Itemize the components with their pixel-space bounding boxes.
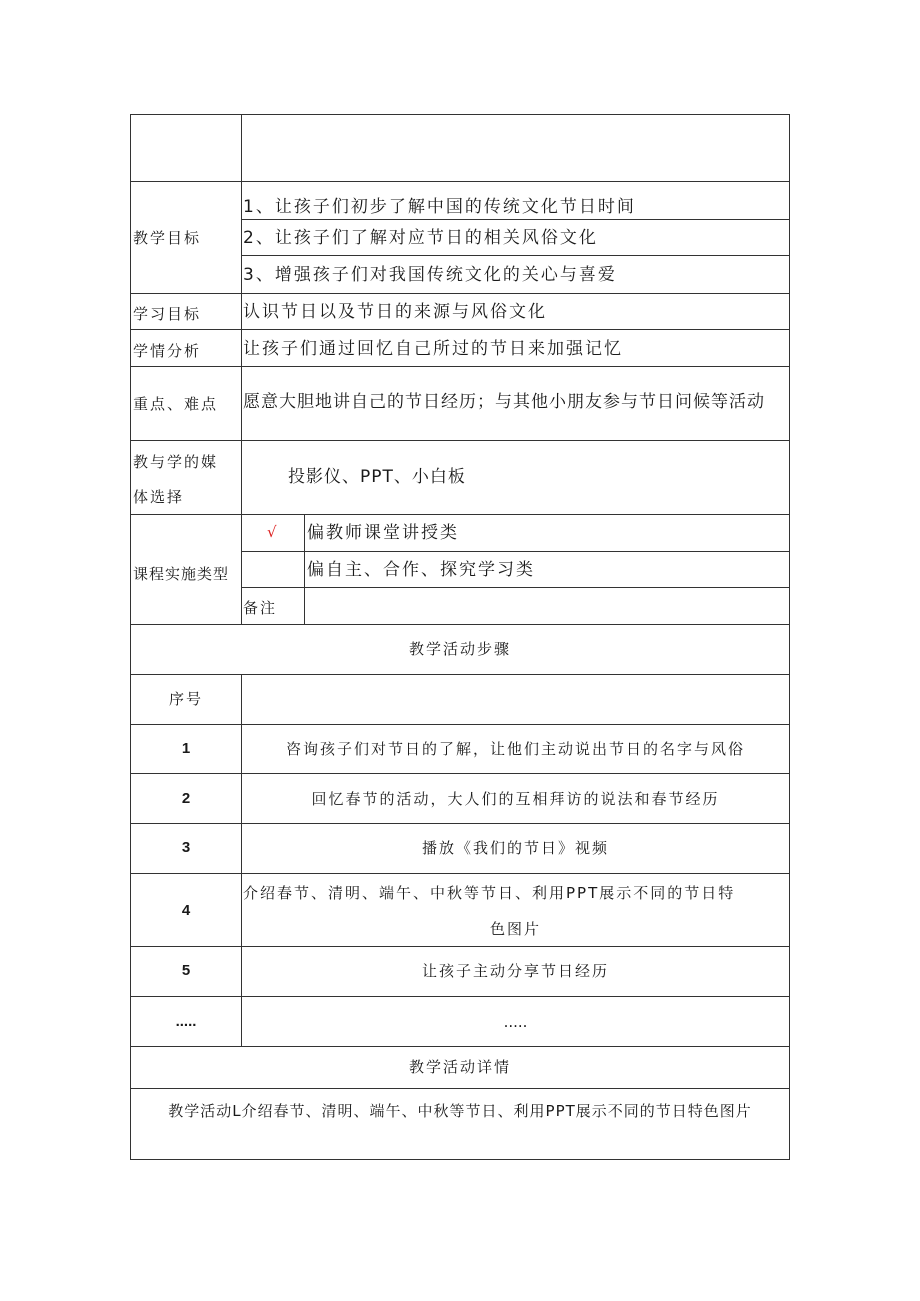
- remark-label: 备注: [243, 599, 278, 617]
- row-divider: [131, 440, 789, 441]
- step-number: 3: [181, 839, 191, 856]
- course-type-teacher: 偏教师课堂讲授类: [307, 523, 459, 543]
- row-divider: [241, 551, 789, 552]
- row-divider: [131, 181, 789, 182]
- learning-goal-label: 学习目标: [133, 305, 202, 323]
- course-type-self-study: 偏自主、合作、探究学习类: [307, 560, 535, 580]
- key-points-label: 重点、难点: [133, 395, 219, 413]
- row-divider: [131, 624, 789, 625]
- row-divider: [131, 823, 789, 824]
- step-text: 让孩子主动分享节日经历: [421, 962, 609, 980]
- teaching-goal-3: 3、增强孩子们对我国传统文化的关心与喜爱: [243, 265, 617, 285]
- column-divider: [304, 514, 305, 624]
- row-divider: [131, 329, 789, 330]
- course-type-label: 课程实施类型: [133, 565, 230, 583]
- row-divider: [131, 946, 789, 947]
- media-label-line2: 体选择: [133, 488, 185, 506]
- step-text: .....: [503, 1013, 528, 1031]
- row-divider: [131, 366, 789, 367]
- row-divider: [241, 587, 789, 588]
- step-number: 1: [181, 740, 191, 757]
- step-number: 5: [181, 962, 191, 979]
- teaching-goal-2: 2、让孩子们了解对应节日的相关风俗文化: [243, 228, 598, 248]
- media-selection: 投影仪、PPT、小白板: [288, 467, 466, 487]
- row-divider: [131, 724, 789, 725]
- step-text: 咨询孩子们对节日的了解，让他们主动说出节日的名字与风俗: [285, 740, 745, 758]
- row-divider: [131, 873, 789, 874]
- column-divider: [241, 674, 242, 1046]
- details-text: 教学活动L介绍春节、清明、端午、中秋等节日、利用PPT展示不同的节日特色图片: [168, 1102, 752, 1120]
- seq-label: 序号: [168, 690, 203, 708]
- step-text: 播放《我们的节日》视频: [421, 839, 609, 857]
- row-divider: [131, 1088, 789, 1089]
- row-divider: [241, 255, 789, 256]
- key-points: 愿意大胆地讲自己的节日经历；与其他小朋友参与节日问候等活动: [243, 392, 765, 412]
- row-divider: [131, 996, 789, 997]
- row-divider: [241, 219, 789, 220]
- check-mark-icon: √: [267, 523, 277, 541]
- step-number: 2: [181, 790, 191, 807]
- row-divider: [131, 674, 789, 675]
- learning-goal: 认识节日以及节日的来源与风俗文化: [243, 302, 547, 322]
- situation-analysis: 让孩子们通过回忆自己所过的节日来加强记忆: [243, 339, 623, 359]
- row-divider: [131, 293, 789, 294]
- row-divider: [131, 1046, 789, 1047]
- row-divider: [131, 773, 789, 774]
- details-title: 教学活动详情: [408, 1058, 511, 1076]
- step-number: 4: [181, 902, 191, 919]
- situation-label: 学情分析: [133, 342, 202, 360]
- step-text: 介绍春节、清明、端午、中秋等节日、利用PPT展示不同的节日特: [243, 884, 736, 902]
- teaching-goal-label: 教学目标: [133, 229, 202, 247]
- lesson-plan-table: [130, 114, 790, 1160]
- column-divider: [241, 115, 242, 624]
- steps-title: 教学活动步骤: [408, 640, 511, 658]
- media-label-line1: 教与学的媒: [133, 453, 219, 471]
- teaching-goal-1: 1、让孩子们初步了解中国的传统文化节日时间: [243, 197, 636, 217]
- step-text: 回忆春节的活动，大人们的互相拜访的说法和春节经历: [311, 790, 720, 808]
- step-number: .....: [175, 1013, 197, 1030]
- row-divider: [131, 514, 789, 515]
- step-text-continued: 色图片: [489, 920, 541, 938]
